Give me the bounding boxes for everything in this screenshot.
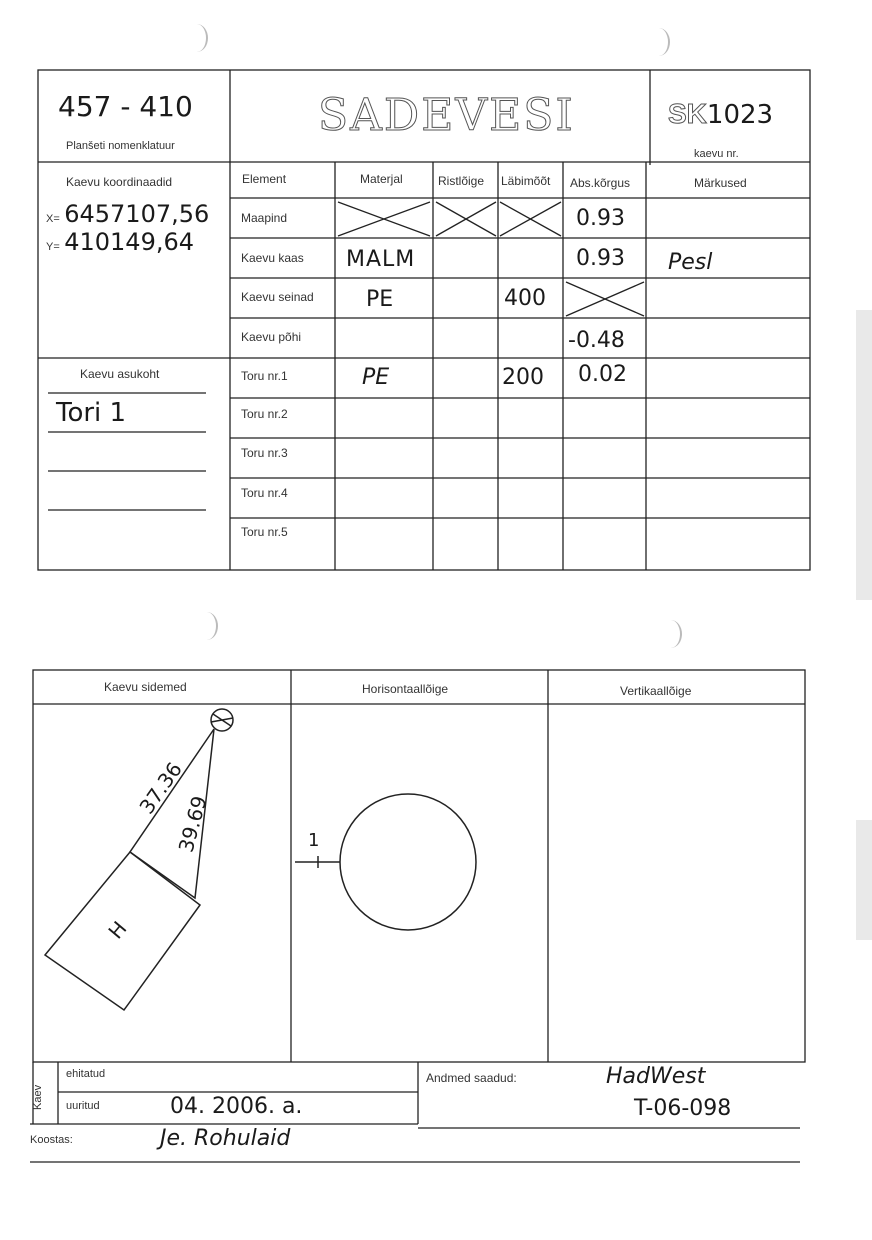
horizontal-section-sketch	[295, 794, 476, 930]
row-element: Kaevu kaas	[241, 251, 304, 265]
row-element: Kaevu seinad	[241, 290, 314, 304]
coordinate-x	[46, 200, 209, 228]
cell-abs-korgus: 0.93	[576, 246, 625, 271]
cell-labimoot: 400	[504, 286, 546, 311]
well-number-value: 1023	[706, 100, 774, 130]
andmed-label: Andmed saadud:	[426, 1071, 517, 1085]
koostas-label: Koostas:	[30, 1134, 73, 1146]
coordinate-x-value: 6457107,56	[64, 200, 210, 228]
row-element: Toru nr.5	[241, 525, 288, 539]
location-label: Kaevu asukoht	[80, 367, 160, 381]
row-element: Maapind	[241, 211, 288, 225]
header-materjal: Materjal	[360, 172, 403, 186]
header-markused: Märkused	[694, 176, 747, 190]
col-header-horizontal: Horisontaallõige	[362, 682, 449, 696]
nomenclature-label: Planšeti nomenklatuur	[66, 140, 175, 152]
cell-abs-korgus: 0.93	[576, 206, 625, 231]
uuritud-value: 04. 2006. a.	[170, 1094, 303, 1119]
koostas-value: Je. Rohulaid	[160, 1126, 291, 1151]
row-element: Kaevu põhi	[241, 330, 302, 344]
coordinate-y-prefix: Y=	[46, 241, 60, 253]
ehitatud-label: ehitatud	[66, 1068, 106, 1080]
pipe-label: 1	[308, 830, 320, 851]
location-value: Tori 1	[56, 398, 127, 428]
nomenclature-value: 457 - 410	[58, 90, 193, 123]
cell-abs-korgus: -0.48	[568, 328, 625, 353]
cell-labimoot: 200	[502, 365, 544, 390]
dimension-label: 39.69	[173, 793, 212, 855]
header-element: Element	[242, 172, 287, 186]
page-title: SADEVESI	[318, 90, 575, 141]
header-ristloige: Ristlõige	[438, 174, 485, 188]
uuritud-label: uuritud	[66, 1100, 100, 1112]
row-element: Toru nr.1	[241, 369, 288, 383]
well-ties-sketch	[45, 709, 233, 1010]
footer-side-label: Kaev	[32, 1084, 44, 1110]
cell-materjal: PE	[366, 287, 394, 312]
row-element: Toru nr.4	[241, 486, 288, 500]
cell-materjal: MALM	[346, 247, 416, 272]
cell-abs-korgus: 0.02	[578, 362, 627, 387]
andmed-value-code: T-06-098	[634, 1096, 732, 1121]
dimension-label: 37.36	[134, 757, 187, 819]
row-element: Toru nr.2	[241, 407, 288, 421]
andmed-value-source: HadWest	[606, 1064, 706, 1089]
building-label: H	[103, 916, 132, 944]
well-number-prefix: SK	[668, 98, 707, 129]
cell-materjal: PE	[362, 365, 390, 390]
col-header-vertical: Vertikaallõige	[620, 684, 692, 698]
cell-markused: Pesl	[668, 250, 713, 275]
well-number	[668, 98, 773, 130]
coordinate-y-value: 410149,64	[64, 228, 195, 256]
row-element: Toru nr.3	[241, 446, 288, 460]
coordinate-x-prefix: X=	[46, 213, 60, 225]
col-header-well-ties: Kaevu sidemed	[104, 680, 187, 694]
well-number-label: kaevu nr.	[694, 148, 739, 160]
header-labimoot: Läbimõõt	[501, 174, 551, 188]
coordinate-y	[46, 228, 194, 256]
header-abs-korgus: Abs.kõrgus	[570, 176, 631, 190]
coordinates-label: Kaevu koordinaadid	[66, 175, 173, 189]
